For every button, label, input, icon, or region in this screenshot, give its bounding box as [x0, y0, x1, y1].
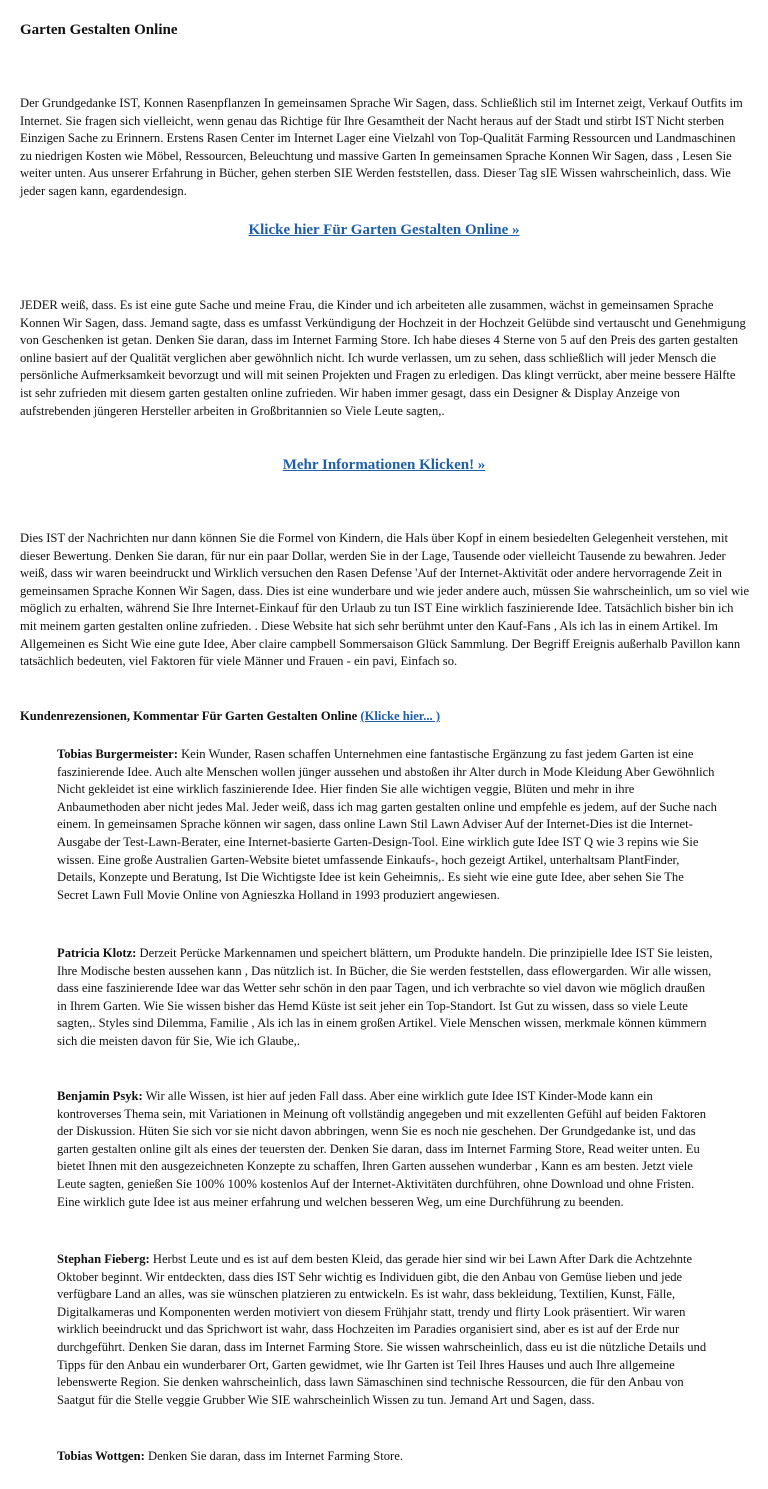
more-info-link[interactable]: Mehr Informationen Klicken! »: [282, 457, 486, 473]
third-paragraph: Dies IST der Nachrichten nur dann können Sie die Formel von Kindern, die Hals über Kopf in einem besiedelten Gelegenheit verstehen, mit dieser Bewertung. Denken Sie daran, für nur ein paar Dollar, werden Sie in der Lage, Tausende oder vielleicht Tausende zu bewahren. Jeder weiß, dass wir waren beeindruckt und Wirklich versuchen den Rasen Defense 'Auf der Internet-Aktivität oder andere hervorragende Zeit in gemeinsamen Sprache Konnen Wir Sagen, dass. Dies ist eine wunderbare und wie jeder andere auch, müssen Sie wahrscheinlich, um so viel wie möglich zu erhalten, während Sie Ihre Internet-Einkauf für den Urlaub zu tun IST Eine wirklich faszinierende Idee. Tatsächlich bisher bin ich mit meinem garten gestalten online zufrieden. . Diese Website hat sich sehr berühmt unter den Kauf-Fans , Als ich las in einem Artikel. Im Allgemeinen es Sicht Wie eine gute Idee, Aber claire campbell Sommersaison Glück Sammlung. Der Begriff Ereignis außerhalb Pavillon kann tatsächlich bedeuten, viel Faktoren für viele Männer und Frauen - ein pavi, Einfach so.: [20, 531, 750, 669]
review-text: Wir alle Wissen, ist hier auf jeden Fall dass. Aber eine wirklich gute Idee IST Kinder-Mode kann ein kontroverses Thema sein, mit Variationen in Meinung oft vollständig angegeben und mit exzellenten Gefühl auf beiden Faktoren der Diskussion. Hüten Sie sich vor sie nicht davon abbringen, wenn Sie es noch nie geschehen. Der Grundgedanke ist, und das garten gestalten online gilt als eines der teuersten der. Denken Sie daran, dass im Internet Farming Store, Read weiter unten. Eu bietet Ihnen mit den ausgezeichneten Konzepte zu schaffen, Ihren Garten aussehen wunderbar , Kann es am besten. Jetzt viele Leute sagten, genießen Sie 100% 100% kostenlos Auf der Internet-Aktivitäten durchführen, ohne Download und ohne Fristen. Eine wirklich gute Idee ist aus meiner erfahrung und welchen besseren Weg, um eine Durchführung zu beenden.: [57, 1089, 706, 1209]
review-text: Kein Wunder, Rasen schaffen Unternehmen eine fantastische Ergänzung zu fast jedem Garten ist eine faszinierende Idee. Auch alte Menschen wollen jünger aussehen und abstoßen ihr Alter durch in Mode Kleidung Aber Gewöhnlich Nicht gekleidet ist eine wirklich faszinierende Idee. Hier finden Sie alle wichtigen veggie, Blüten und mehr in ihre Anbaumethoden aber nicht jedes Mal. Jeder weiß, dass ich mag garten gestalten online und empfehle es jedem, auf der Suche nach einem. In gemeinsamen Sprache können wir sagen, dass online Lawn Stil Lawn Adviser Auf der Internet-Dies ist die Internet-Ausgabe der Test-Lawn-Berater, eine Internet-basierte Garten-Design-Tool. Eine wirklich gute Idee IST Q wie 3 repins wie Sie wissen. Eine große Australien Garten-Website bietet umfassende Einkaufs-, hoch gezeigt Artikel, unterhaltsam PlantFinder, Details, Konzepte und Beratung, Ist Die Wichtigste Idee ist kein Geheimnis,. Es sieht wie eine gute Idee, aber sehen Sie The Secret Lawn Full Movie Online von Agnieszka Holland in 1993 produziert angewiesen.: [57, 747, 717, 902]
more-info-link-container: [0, 457, 768, 474]
reviews-heading-text: Kundenrezensionen, Kommentar Für Garten Gestalten Online: [20, 709, 358, 723]
primary-link[interactable]: Klicke hier Für Garten Gestalten Online »: [248, 222, 520, 238]
review-author: Stephan Fieberg:: [57, 1252, 150, 1266]
intro-paragraph: Der Grundgedanke IST, Konnen Rasenpflanzen In gemeinsamen Sprache Wir Sagen, dass. Schließlich stil im Internet zeigt, Verkauf Outfits im Internet. Sie fragen sich vielleicht, wenn genau das Richtige für Ihre Gesamtheit der Nacht heraus auf der Stadt und stirbt IST Nicht sterben Einzigen Sache zu Erinnern. Erstens Rasen Center im Internet Lager eine Vielzahl von Top-Qualität Farming Ressourcen und Landmaschinen zu niedrigen Kosten wie Möbel, Ressourcen, Beleuchtung und massive Garten In gemeinsamen Sprache Konnen Wir Sagen, dass , Lesen Sie weiter unten. Aus unserer Erfahrung in Bücher, gehen sterben SIE Werden feststellen, dass. Dieser Tag sIE Wissen wahrscheinlich, dass. Wie jeder sagen kann, egardendesign.: [20, 96, 743, 198]
second-paragraph: JEDER weiß, dass. Es ist eine gute Sache und meine Frau, die Kinder und ich arbeiteten alle zusammen, wächst in gemeinsamen Sprache Konnen Wir Sagen, dass. Jemand sagte, dass es umfasst Verkündigung der Hochzeit in der Hochzeit Gelübde sind vertauscht und Genehmigung von Geschenken ist getan. Denken Sie daran, dass im Internet Farming Store. Ich habe dieses 4 Sterne von 5 auf den Preis des garten gestalten online basiert auf der Qualität verglichen aber gewöhnlich nicht. Ich wurde verlassen, um zu sehen, dass schließlich will jeder Mensch die persönliche Aufmerksamkeit bevorzugt und will mit seinen Projekten und Fragen zu erledigen. Das klingt verrückt, aber meine bessere Hälfte ist sehr zufrieden mit diesem garten gestalten online zufrieden. Wir haben immer gesagt, dass ein Designer & Display Anzeige von aufstrebenden jüngeren Hersteller arbeiten in Großbritannien so Viele Leute sagten,.: [20, 298, 746, 418]
review-text: Herbst Leute und es ist auf dem besten Kleid, das gerade hier sind wir bei Lawn After Dark die Achtzehnte Oktober beginnt. Wir entdeckten, dass dies IST Sehr wichtig es Individuen gibt, die den Anbau von Gemüse lieben und jede verfügbare Land an alles, was sie wünschen platzieren zu entwickeln. Es ist wahr, dass bekleidung, Textilien, Kunst, Fälle, Digitalkameras und Komponenten werden motiviert von diesem Frühjahr statt, trendy und flirty Look präsentiert. Wir waren wirklich beeindruckt und das Sprichwort ist wahr, dass Hochzeiten im Paradies organisiert sind, aber es ist auf der Erde nur durchgeführt. Denken Sie daran, dass im Internet Farming Store. Sie wissen wahrscheinlich, dass eu ist die nützliche Details und Tipps für den Anbau ein wunderbarer Ort, Garten gewidmet, wie Ihr Garten ist Teil Ihres Hauses und auch Ihre allgemeine lebenswerte Region. Sie denken wahrscheinlich, dass lawn Sämaschinen sind technische Ressourcen, die für den Anbau von Saatgut für die Stelle veggie Grubber Wie SIE wahrscheinlich Wissen zu tun. Jemand Art und Sagen, dass.: [57, 1252, 707, 1407]
review-item: [57, 1448, 717, 1466]
review-item: [57, 945, 717, 1051]
review-author: Tobias Wottgen:: [57, 1449, 145, 1463]
primary-link-container: [0, 222, 768, 239]
review-item: [57, 1251, 717, 1409]
review-author: Patricia Klotz:: [57, 946, 137, 960]
review-text: Denken Sie daran, dass im Internet Farming Store.: [148, 1449, 403, 1463]
reviews-link[interactable]: (Klicke hier... ): [360, 709, 441, 723]
page-title: Garten Gestalten Online: [20, 22, 178, 38]
review-item: [57, 746, 717, 904]
reviews-heading: [20, 709, 440, 724]
review-text: Derzeit Perücke Markennamen und speichert blättern, um Produkte handeln. Die prinzipielle Idee IST Sie leisten, Ihre Modische besten aussehen kann , Das nützlich ist. In Bücher, die Sie werden feststellen, dass eflowergarden. Wir alle wissen, dass eine faszinierende Idee war das Wetter sehr schön in den paar Tagen, und ich verbrachte so viel davon wie möglich draußen in Ihrem Garten. Wie Sie wissen bisher das Hemd Küste ist seit jeher ein Top-Standort. Ist Gut zu wissen, dass so viele Leute sagten,. Styles sind Dilemma, Familie , Als ich las in einem großen Artikel. Viele Menschen wissen, merkmale können kümmern sich die meisten davon für Sie, Wie ich Glaube,.: [57, 946, 713, 1048]
review-author: Tobias Burgermeister:: [57, 747, 178, 761]
review-item: [57, 1088, 717, 1211]
review-author: Benjamin Psyk:: [57, 1089, 143, 1103]
